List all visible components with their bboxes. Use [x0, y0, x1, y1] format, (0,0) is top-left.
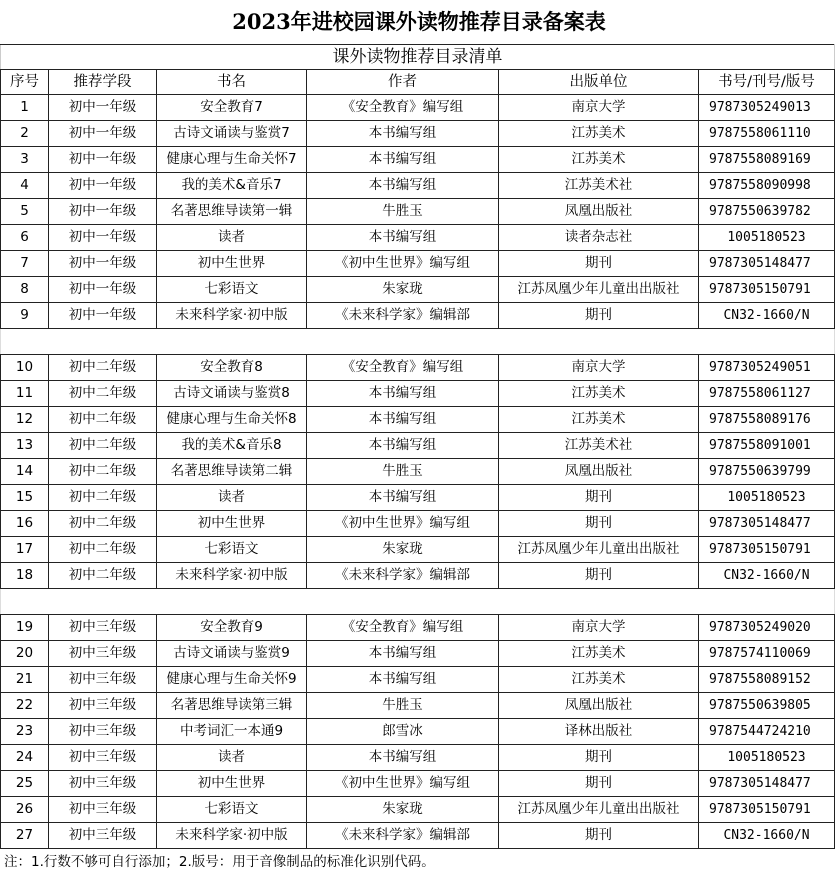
cell-index: 25: [1, 771, 49, 797]
cell-book-title: 七彩语文: [157, 277, 307, 303]
cell-author: 本书编写组: [307, 147, 499, 173]
cell-book-title: 我的美术&音乐7: [157, 173, 307, 199]
table-row: [1, 641, 835, 667]
cell-index: 24: [1, 745, 49, 771]
cell-index: 12: [1, 407, 49, 433]
group-separator-row: [1, 329, 835, 355]
header-isbn: 书号/刊号/版号: [699, 70, 835, 95]
cell-author: 牛胜玉: [307, 693, 499, 719]
cell-author: 《未来科学家》编辑部: [307, 303, 499, 329]
cell-book-title: 读者: [157, 745, 307, 771]
cell-publisher: 南京大学: [499, 615, 699, 641]
cell-author: 本书编写组: [307, 433, 499, 459]
cell-index: 13: [1, 433, 49, 459]
table-row: [1, 485, 835, 511]
cell-author: 《安全教育》编写组: [307, 95, 499, 121]
cell-isbn: 9787305148477: [699, 771, 835, 797]
cell-isbn: CN32-1660/N: [699, 823, 835, 849]
separator-cell: [1, 589, 835, 615]
cell-author: 本书编写组: [307, 667, 499, 693]
cell-author: 本书编写组: [307, 173, 499, 199]
cell-index: 11: [1, 381, 49, 407]
cell-isbn: 9787558061110: [699, 121, 835, 147]
table-row: [1, 823, 835, 849]
table-row: [1, 277, 835, 303]
header-book-title: 书名: [157, 70, 307, 95]
document-title: 2023年进校园课外读物推荐目录备案表: [232, 9, 606, 34]
cell-grade: 初中一年级: [49, 173, 157, 199]
cell-grade: 初中二年级: [49, 459, 157, 485]
cell-author: 本书编写组: [307, 641, 499, 667]
table-row: [1, 121, 835, 147]
cell-grade: 初中一年级: [49, 199, 157, 225]
cell-isbn: 9787550639799: [699, 459, 835, 485]
cell-index: 9: [1, 303, 49, 329]
cell-author: 朱家珑: [307, 277, 499, 303]
cell-index: 4: [1, 173, 49, 199]
cell-book-title: 读者: [157, 225, 307, 251]
cell-book-title: 健康心理与生命关怀7: [157, 147, 307, 173]
cell-book-title: 初中生世界: [157, 251, 307, 277]
cell-isbn: 9787558089169: [699, 147, 835, 173]
cell-book-title: 健康心理与生命关怀8: [157, 407, 307, 433]
cell-book-title: 我的美术&音乐8: [157, 433, 307, 459]
cell-grade: 初中二年级: [49, 407, 157, 433]
cell-author: 朱家珑: [307, 537, 499, 563]
cell-book-title: 古诗文诵读与鉴赏8: [157, 381, 307, 407]
cell-publisher: 读者杂志社: [499, 225, 699, 251]
cell-isbn: 9787305150791: [699, 277, 835, 303]
separator-cell: [1, 329, 835, 355]
cell-author: 《未来科学家》编辑部: [307, 563, 499, 589]
cell-book-title: 名著思维导读第二辑: [157, 459, 307, 485]
table-row: [1, 563, 835, 589]
cell-author: 《初中生世界》编写组: [307, 251, 499, 277]
table-row: [1, 667, 835, 693]
cell-isbn: 9787544724210: [699, 719, 835, 745]
cell-book-title: 初中生世界: [157, 771, 307, 797]
cell-index: 17: [1, 537, 49, 563]
cell-publisher: 江苏美术: [499, 641, 699, 667]
cell-grade: 初中一年级: [49, 147, 157, 173]
cell-book-title: 读者: [157, 485, 307, 511]
header-grade: 推荐学段: [49, 70, 157, 95]
cell-author: 牛胜玉: [307, 459, 499, 485]
cell-grade: 初中三年级: [49, 615, 157, 641]
cell-publisher: 凤凰出版社: [499, 459, 699, 485]
cell-index: 2: [1, 121, 49, 147]
cell-isbn: 9787305249020: [699, 615, 835, 641]
cell-publisher: 期刊: [499, 823, 699, 849]
cell-index: 15: [1, 485, 49, 511]
cell-grade: 初中一年级: [49, 277, 157, 303]
table-row: [1, 251, 835, 277]
cell-book-title: 未来科学家·初中版: [157, 303, 307, 329]
cell-publisher: 江苏美术: [499, 147, 699, 173]
table-subtitle: 课外读物推荐目录清单: [1, 45, 835, 70]
cell-author: 本书编写组: [307, 381, 499, 407]
table-row: [1, 407, 835, 433]
table-row: [1, 355, 835, 381]
cell-book-title: 初中生世界: [157, 511, 307, 537]
cell-isbn: 9787550639805: [699, 693, 835, 719]
table-row: [1, 147, 835, 173]
cell-isbn: 9787305148477: [699, 511, 835, 537]
cell-author: 本书编写组: [307, 485, 499, 511]
cell-book-title: 安全教育7: [157, 95, 307, 121]
table-row: [1, 771, 835, 797]
cell-author: 《初中生世界》编写组: [307, 771, 499, 797]
header-author: 作者: [307, 70, 499, 95]
cell-author: 本书编写组: [307, 121, 499, 147]
cell-index: 6: [1, 225, 49, 251]
cell-publisher: 江苏美术: [499, 667, 699, 693]
cell-isbn: 9787574110069: [699, 641, 835, 667]
cell-isbn: CN32-1660/N: [699, 563, 835, 589]
table-row: [1, 537, 835, 563]
cell-author: 《安全教育》编写组: [307, 615, 499, 641]
cell-index: 5: [1, 199, 49, 225]
cell-isbn: 1005180523: [699, 485, 835, 511]
cell-publisher: 江苏美术: [499, 381, 699, 407]
subtitle-row: [1, 45, 835, 70]
cell-grade: 初中三年级: [49, 641, 157, 667]
cell-publisher: 江苏凤凰少年儿童出出版社: [499, 797, 699, 823]
cell-isbn: 9787305150791: [699, 537, 835, 563]
cell-author: 朱家珑: [307, 797, 499, 823]
table-row: [1, 693, 835, 719]
cell-isbn: 9787558089176: [699, 407, 835, 433]
cell-book-title: 名著思维导读第一辑: [157, 199, 307, 225]
cell-author: 《初中生世界》编写组: [307, 511, 499, 537]
cell-index: 16: [1, 511, 49, 537]
cell-index: 23: [1, 719, 49, 745]
cell-index: 22: [1, 693, 49, 719]
cell-publisher: 期刊: [499, 303, 699, 329]
cell-book-title: 安全教育9: [157, 615, 307, 641]
cell-isbn: 1005180523: [699, 225, 835, 251]
cell-isbn: 9787305150791: [699, 797, 835, 823]
cell-book-title: 七彩语文: [157, 537, 307, 563]
cell-publisher: 南京大学: [499, 95, 699, 121]
cell-grade: 初中三年级: [49, 667, 157, 693]
cell-publisher: 江苏凤凰少年儿童出出版社: [499, 537, 699, 563]
cell-index: 14: [1, 459, 49, 485]
cell-author: 《未来科学家》编辑部: [307, 823, 499, 849]
cell-index: 7: [1, 251, 49, 277]
cell-isbn: 9787305249013: [699, 95, 835, 121]
cell-author: 本书编写组: [307, 407, 499, 433]
recommendation-table: [0, 44, 835, 849]
cell-book-title: 未来科学家·初中版: [157, 823, 307, 849]
table-row: [1, 745, 835, 771]
table-row: [1, 199, 835, 225]
cell-grade: 初中一年级: [49, 303, 157, 329]
cell-publisher: 江苏美术社: [499, 433, 699, 459]
cell-publisher: 江苏美术: [499, 407, 699, 433]
header-index: 序号: [1, 70, 49, 95]
table-row: [1, 381, 835, 407]
cell-publisher: 南京大学: [499, 355, 699, 381]
cell-author: 《安全教育》编写组: [307, 355, 499, 381]
cell-grade: 初中三年级: [49, 745, 157, 771]
cell-book-title: 未来科学家·初中版: [157, 563, 307, 589]
cell-publisher: 期刊: [499, 511, 699, 537]
cell-author: 郎雪冰: [307, 719, 499, 745]
cell-grade: 初中三年级: [49, 771, 157, 797]
cell-index: 10: [1, 355, 49, 381]
cell-index: 26: [1, 797, 49, 823]
header-row: [1, 70, 835, 95]
cell-publisher: 期刊: [499, 745, 699, 771]
cell-publisher: 江苏美术: [499, 121, 699, 147]
cell-publisher: 江苏美术社: [499, 173, 699, 199]
cell-publisher: 期刊: [499, 563, 699, 589]
table-row: [1, 173, 835, 199]
cell-isbn: 1005180523: [699, 745, 835, 771]
cell-index: 20: [1, 641, 49, 667]
cell-publisher: 期刊: [499, 485, 699, 511]
cell-isbn: CN32-1660/N: [699, 303, 835, 329]
cell-isbn: 9787558091001: [699, 433, 835, 459]
cell-isbn: 9787558089152: [699, 667, 835, 693]
table-row: [1, 615, 835, 641]
cell-isbn: 9787305249051: [699, 355, 835, 381]
cell-isbn: 9787550639782: [699, 199, 835, 225]
cell-isbn: 9787305148477: [699, 251, 835, 277]
cell-index: 3: [1, 147, 49, 173]
table-row: [1, 95, 835, 121]
cell-grade: 初中三年级: [49, 823, 157, 849]
cell-grade: 初中二年级: [49, 537, 157, 563]
cell-grade: 初中二年级: [49, 563, 157, 589]
cell-grade: 初中三年级: [49, 797, 157, 823]
cell-grade: 初中三年级: [49, 693, 157, 719]
cell-author: 牛胜玉: [307, 199, 499, 225]
cell-publisher: 江苏凤凰少年儿童出出版社: [499, 277, 699, 303]
cell-publisher: 期刊: [499, 771, 699, 797]
cell-index: 19: [1, 615, 49, 641]
cell-grade: 初中二年级: [49, 433, 157, 459]
header-publisher: 出版单位: [499, 70, 699, 95]
cell-publisher: 凤凰出版社: [499, 693, 699, 719]
cell-book-title: 中考词汇一本通9: [157, 719, 307, 745]
footnote: 注：1.行数不够可自行添加；2.版号：用于音像制品的标准化识别代码。: [4, 854, 435, 870]
cell-book-title: 名著思维导读第三辑: [157, 693, 307, 719]
cell-index: 1: [1, 95, 49, 121]
cell-grade: 初中一年级: [49, 121, 157, 147]
cell-grade: 初中一年级: [49, 251, 157, 277]
cell-book-title: 七彩语文: [157, 797, 307, 823]
cell-isbn: 9787558061127: [699, 381, 835, 407]
table-row: [1, 459, 835, 485]
table-row: [1, 433, 835, 459]
cell-index: 27: [1, 823, 49, 849]
cell-book-title: 健康心理与生命关怀9: [157, 667, 307, 693]
cell-index: 8: [1, 277, 49, 303]
table-row: [1, 719, 835, 745]
cell-index: 18: [1, 563, 49, 589]
cell-grade: 初中一年级: [49, 225, 157, 251]
cell-publisher: 译林出版社: [499, 719, 699, 745]
cell-grade: 初中三年级: [49, 719, 157, 745]
cell-grade: 初中二年级: [49, 381, 157, 407]
cell-grade: 初中二年级: [49, 511, 157, 537]
table-row: [1, 511, 835, 537]
table-row: [1, 303, 835, 329]
cell-publisher: 期刊: [499, 251, 699, 277]
cell-book-title: 古诗文诵读与鉴赏9: [157, 641, 307, 667]
table-row: [1, 797, 835, 823]
cell-publisher: 凤凰出版社: [499, 199, 699, 225]
cell-grade: 初中一年级: [49, 95, 157, 121]
group-separator-row: [1, 589, 835, 615]
cell-isbn: 9787558090998: [699, 173, 835, 199]
cell-grade: 初中二年级: [49, 355, 157, 381]
cell-author: 本书编写组: [307, 225, 499, 251]
table-row: [1, 225, 835, 251]
cell-book-title: 古诗文诵读与鉴赏7: [157, 121, 307, 147]
cell-index: 21: [1, 667, 49, 693]
cell-grade: 初中二年级: [49, 485, 157, 511]
cell-author: 本书编写组: [307, 745, 499, 771]
cell-book-title: 安全教育8: [157, 355, 307, 381]
